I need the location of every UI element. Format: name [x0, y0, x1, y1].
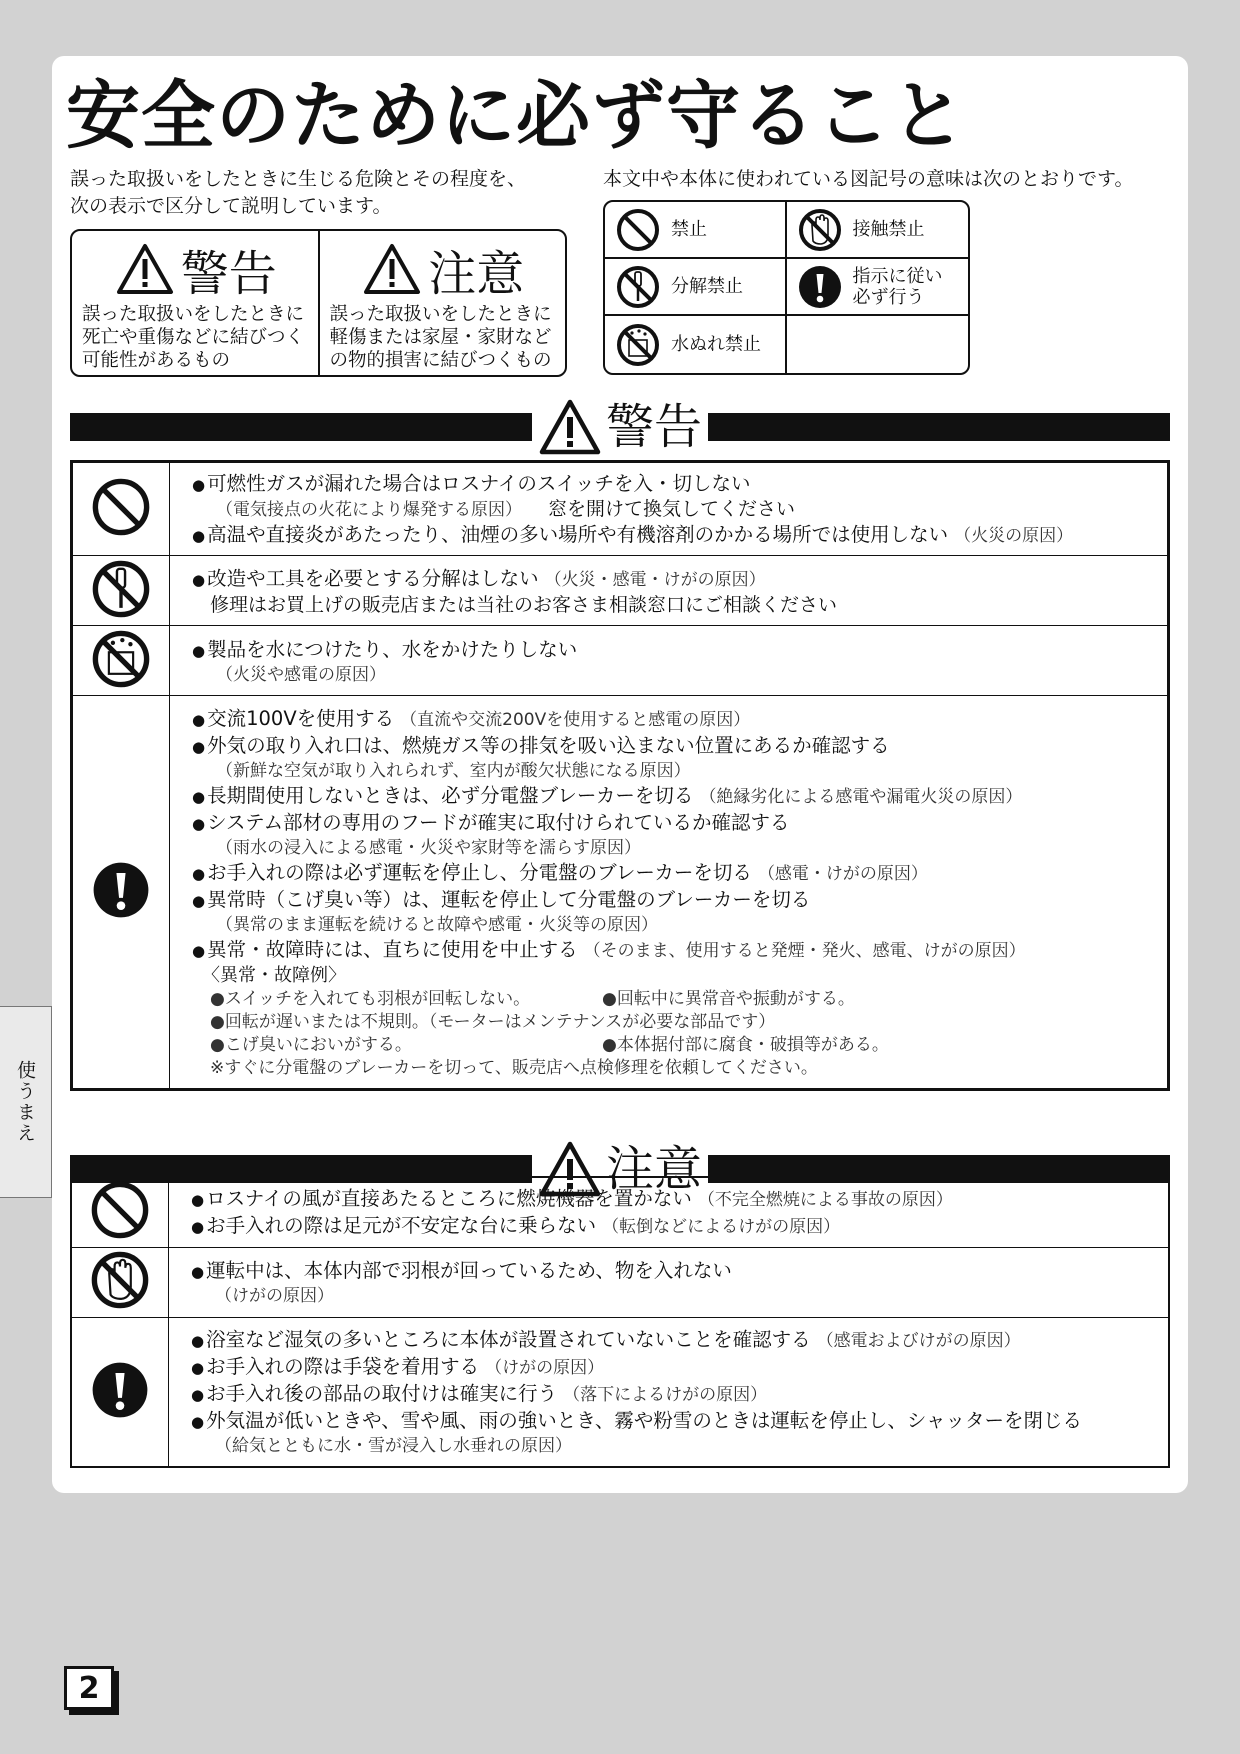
warning-triangle-icon: [115, 242, 175, 296]
level-caution: [318, 231, 566, 375]
legend-no-disassembly: 分解禁止: [605, 259, 787, 316]
no-water-icon: [615, 322, 661, 368]
table-row: ● 交流100Vを使用する （直流や交流200Vを使用すると感電の原因） ● 外気の取り入れ口は、燃焼ガス等の排気を吸い込まない位置にあるか確認する （新鮮な空気が取り入れられず、室内が酸欠状態になる原因） ● 長期間使用しないときは、必ず分電盤ブレーカーを切る （絶縁劣化による感電や漏電火災の原因） ● システム部材の専用のフードが確実に取付けられているか確認する （雨水の浸入による感電・火災や家財等を濡らす原因） ● お手入れの際は必ず運転を停止し、分電盤のブレーカーを切る （感電・けがの原因） ● 異常時（こげ臭い等）は、運転を停止して分電盤のブレーカーを切る （異常のまま運転を続けると故障や感電・火災等の原因） ● 異常・故障時には、直ちに使用を中止する （そのまま、使用すると発煙・発火、感電、けがの原因） 〈異常・故障例〉 ●スイッチを入れても羽根が回転しない。 ●回転中に異常音や振動がする。 ●回転が遅いまたは不規則。（モーターはメンテナンスが必要な部品です） ●こげ臭いにおいがする。 ●本体据付部に腐食・破損等がある。 ※すぐに分電盤のブレーカーを切って、販売店へ点検修理を依頼してください。: [72, 696, 1169, 1090]
symbol-legend: [603, 200, 970, 375]
warning-triangle-icon: [362, 242, 422, 296]
list-item: ● お手入れの際は必ず運転を停止し、分電盤のブレーカーを切る （感電・けがの原因）: [192, 861, 928, 884]
page-title: 安全のために必ず守ること: [66, 73, 966, 159]
level-warning: [72, 231, 318, 375]
warning-triangle-icon: [538, 398, 602, 456]
list-item: ● 長期間使用しないときは、必ず分電盤ブレーカーを切る （絶縁劣化による感電や漏電火災の原因）: [192, 784, 1023, 807]
examples-note: ※すぐに分電盤のブレーカーを切って、販売店へ点検修理を依頼してください。: [210, 1058, 818, 1078]
level-label: 注意: [428, 245, 525, 302]
list-item: ● 製品を水につけたり、水をかけたりしない: [192, 637, 578, 661]
prohibited-icon: [89, 1179, 151, 1241]
list-item: ● お手入れの際は手袋を着用する （けがの原因）: [191, 1355, 605, 1379]
table-row: ● 製品を水につけたり、水をかけたりしない （火災や感電の原因）: [72, 626, 1169, 696]
caution-label: 注意: [606, 1141, 703, 1197]
table-row: ● 可燃性ガスが漏れた場合はロスナイのスイッチを入・切しない （電気接点の火花により爆発する原因） 窓を開けて換気してください ● 高温や直接炎があたったり、油煙の多い場所や有機溶剤のかかる場所では使用しない （火災の原因）: [72, 462, 1169, 556]
examples-title: 〈異常・故障例〉: [202, 965, 346, 986]
list-item: ● 異常時（こげ臭い等）は、運転を停止して分電盤のブレーカーを切る: [192, 888, 811, 911]
table-row: [71, 1177, 1169, 1247]
level-desc: 誤った取扱いをしたときに 死亡や重傷などに結びつく 可能性があるもの: [82, 304, 305, 371]
list-item: ● 浴室など湿気の多いところに本体が設置されていないことを確認する （感電およびけがの原因）: [191, 1328, 1021, 1352]
caution-table: [70, 1176, 1170, 1468]
section-side-tab[interactable]: 使うまえ: [0, 1006, 52, 1198]
page-sheet: [52, 56, 1188, 1493]
no-disassembly-icon: [615, 264, 661, 310]
example-row: ●回転が遅いまたは不規則。（モーターはメンテナンスが必要な部品です）: [210, 1012, 776, 1032]
example-row: ●スイッチを入れても羽根が回転しない。 ●回転中に異常音や振動がする。: [210, 989, 855, 1009]
no-disassembly-icon: [90, 558, 152, 620]
level-desc: 誤った取扱いをしたときに 軽傷または家屋・家財など の物的損害に結びつくもの: [329, 304, 552, 371]
list-item: ● 異常・故障時には、直ちに使用を中止する （そのまま、使用すると発煙・発火、感電、けがの原因）: [192, 938, 1026, 961]
intro-left: 誤った取扱いをしたときに生じる危険とその程度を、 次の表示で区分して説明しています。: [70, 168, 527, 217]
legend-empty: [787, 316, 969, 373]
no-touch-icon: [89, 1249, 151, 1311]
table-row: ● 運転中は、本体内部で羽根が回っているため、物を入れない （けがの原因）: [71, 1247, 1169, 1317]
legend-mandatory: 指示に従い 必ず行う: [787, 259, 969, 316]
list-item: ● 高温や直接炎があたったり、油煙の多い場所や有機溶剤のかかる場所では使用しない （火災の原因）: [192, 523, 1074, 546]
legend-prohibited: 禁止: [605, 202, 787, 259]
page-number: 2: [64, 1666, 114, 1710]
mandatory-icon: [90, 1360, 150, 1420]
list-item: ● 外気温が低いときや、雪や風、雨の強いとき、霧や粉雪のときは運転を停止し、シャッターを閉じる: [191, 1409, 1083, 1433]
prohibited-icon: [90, 476, 152, 538]
mandatory-icon: [91, 860, 151, 920]
prohibited-icon: [615, 207, 661, 253]
level-label: 警告: [180, 245, 277, 302]
warning-banner: [70, 397, 1170, 457]
list-item: ● 外気の取り入れ口は、燃焼ガス等の排気を吸い込まない位置にあるか確認する: [192, 734, 890, 757]
legend-no-water: 水ぬれ禁止: [605, 316, 787, 373]
mandatory-icon: [797, 264, 843, 310]
legend-no-touch: 接触禁止: [787, 202, 969, 259]
hazard-level-box: [70, 229, 567, 377]
no-touch-icon: [797, 207, 843, 253]
list-item: ● お手入れ後の部品の取付けは確実に行う （落下によるけがの原因）: [191, 1382, 768, 1406]
list-item: ● 交流100Vを使用する （直流や交流200Vを使用すると感電の原因）: [192, 707, 751, 730]
example-row: ●こげ臭いにおいがする。 ●本体据付部に腐食・破損等がある。: [210, 1035, 889, 1055]
table-row: ● 改造や工具を必要とする分解はしない （火災・感電・けがの原因） 修理はお買上げの販売店または当社のお客さま相談窓口にご相談ください: [72, 556, 1169, 626]
list-item: ● ロスナイの風が直接あたるところに燃焼機器を置かない （不完全燃焼による事故の原因）: [191, 1187, 953, 1211]
list-item: ● システム部材の専用のフードが確実に取付けられているか確認する: [192, 811, 790, 834]
list-item: ● 運転中は、本体内部で羽根が回っているため、物を入れない: [191, 1259, 732, 1282]
no-water-icon: [90, 628, 152, 690]
list-item: ● お手入れの際は足元が不安定な台に乗らない （転倒などによるけがの原因）: [191, 1214, 841, 1238]
list-item: ● 可燃性ガスが漏れた場合はロスナイのスイッチを入・切しない: [192, 472, 751, 495]
warning-label: 警告: [606, 399, 703, 455]
warning-table: [70, 460, 1170, 1091]
table-row: ● 浴室など湿気の多いところに本体が設置されていないことを確認する （感電およびけがの原因） ● お手入れの際は手袋を着用する （けがの原因） ● お手入れ後の部品の取付けは確実に行う （落下によるけがの原因） ● 外気温が低いときや、雪や風、雨の強いとき、霧や粉雪のときは運転を停止し、シャッターを閉じる （給気とともに水・雪が浸入し水垂れの原因）: [71, 1317, 1169, 1467]
intro-right: 本文中や本体に使われている図記号の意味は次のとおりです。: [603, 168, 1134, 190]
list-item: ● 改造や工具を必要とする分解はしない （火災・感電・けがの原因）: [192, 566, 766, 590]
